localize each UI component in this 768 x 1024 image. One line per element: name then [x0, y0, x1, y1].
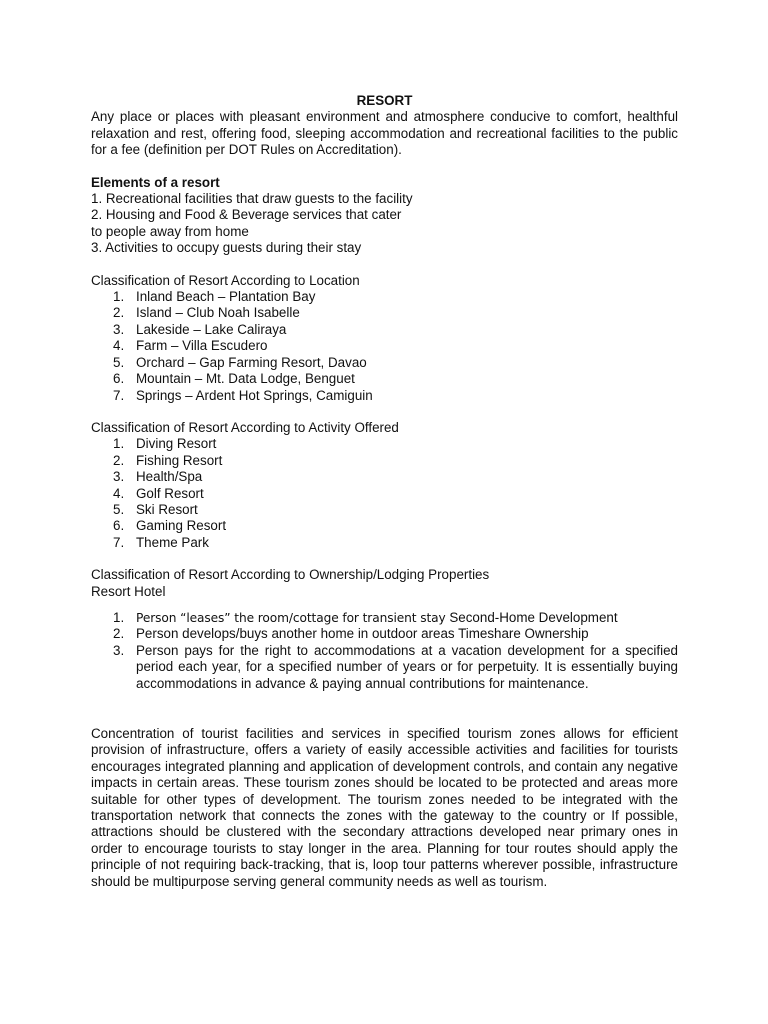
ownership-list: [91, 610, 678, 692]
elements-line: 2. Housing and Food & Beverage services that cater: [91, 207, 402, 223]
resort-definition: Any place or places with pleasant environment and atmosphere conducive to comfort, healthful relaxation and rest, offering food, sleeping accommodation and recreational facilities to the public for a fee (definition per DOT Rules on Accreditation).: [91, 109, 678, 158]
list-item: 1. Person “leases” the room/cottage for transient stay Second-Home Development: [113, 609, 618, 625]
elements-heading: Elements of a resort: [91, 174, 220, 190]
list-item: 1. Inland Beach – Plantation Bay: [113, 289, 316, 305]
list-item: 7. Springs – Ardent Hot Springs, Camiguin: [113, 387, 373, 403]
concentration-paragraph: Concentration of tourist facilities and services in specified tourism zones allows for efficient provision of infrastructure, offers a variety of easily accessible activities and facilities for tourists encourages integrated planning and application of development controls, and contain any negative impacts in certain areas. These tourism zones should be located to be protected and areas more suitable for other types of development. The tourism zones needed to be integrated with the transportation network that connects the zones with the gateway to the country or If possible, attractions should be clustered with the secondary attractions developed near primary ones in order to encourage tourists to stay longer in the area. Planning for tour routes should apply the principle of not requiring back-tracking, that is, loop tour patterns wherever possible, infrastructure should be multipurpose serving general community needs as well as tourism.: [91, 726, 678, 889]
ownership-heading: Classification of Resort According to Ownership/Lodging Properties: [91, 567, 490, 583]
elements-line: to people away from home: [91, 223, 249, 239]
list-item: 2. Island – Club Noah Isabelle: [113, 305, 300, 321]
list-item: 5. Orchard – Gap Farming Resort, Davao: [113, 354, 367, 370]
location-list: [91, 289, 678, 404]
elements-line: 1. Recreational facilities that draw guests to the facility: [91, 191, 413, 207]
document-content: [91, 93, 678, 890]
document-title: RESORT: [356, 93, 413, 108]
list-item: 1. Diving Resort: [113, 436, 217, 452]
activity-heading: Classification of Resort According to Activity Offered: [91, 419, 399, 435]
list-item: 5. Ski Resort: [113, 501, 198, 517]
list-item: 2. Person develops/buys another home in outdoor areas Timeshare Ownership: [113, 626, 589, 642]
list-item: 4. Golf Resort: [113, 485, 204, 501]
list-item: 3. Lakeside – Lake Caliraya: [113, 321, 287, 337]
list-item: 7. Theme Park: [113, 534, 209, 550]
list-item: 4. Farm – Villa Escudero: [113, 338, 268, 354]
list-item: 3. Health/Spa: [113, 469, 203, 485]
activity-list: [91, 436, 678, 551]
list-item: 2. Fishing Resort: [113, 452, 223, 468]
list-item: 3. Person pays for the right to accommodations at a vacation development for a specified period each year, for a specified number of years or for perpetuity. It is essentially buying accommodations in advance & paying annual contributions for maintenance.: [113, 642, 678, 691]
location-heading: Classification of Resort According to Location: [91, 272, 360, 288]
elements-line: 3. Activities to occupy guests during their stay: [91, 240, 362, 256]
ownership-subheading: Resort Hotel: [91, 583, 166, 599]
list-item: 6. Mountain – Mt. Data Lodge, Benguet: [113, 371, 355, 387]
list-item: 6. Gaming Resort: [113, 518, 227, 534]
